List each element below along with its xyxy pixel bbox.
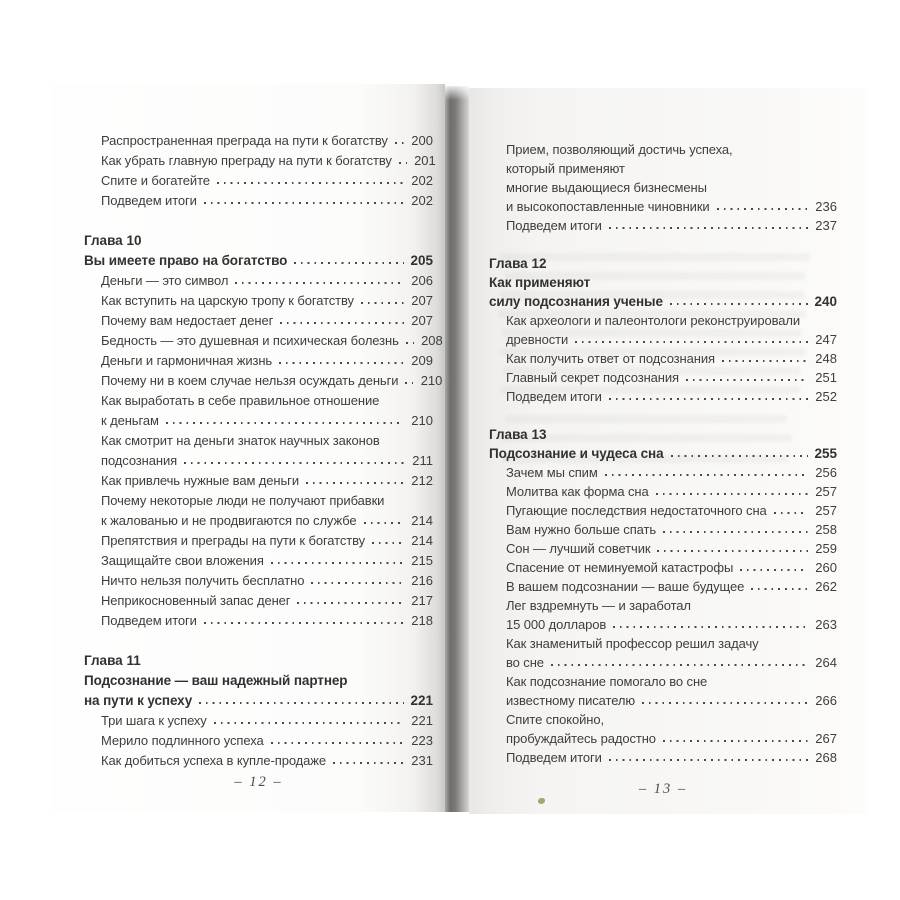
toc-line (101, 611, 433, 631)
toc-section (489, 425, 837, 767)
page-number: 214 (411, 513, 433, 528)
entry-text: Вам нужно больше спать (506, 522, 657, 537)
entries-group (489, 311, 837, 406)
toc-line (84, 691, 433, 711)
toc-line (506, 482, 837, 501)
toc-line (101, 511, 433, 531)
page-number: 202 (411, 193, 433, 208)
toc-entry (101, 131, 433, 151)
leader-dots (613, 626, 808, 628)
toc-entry (506, 387, 837, 406)
entry-text: силу подсознания ученые (489, 294, 663, 309)
page-number: 237 (815, 218, 837, 233)
page-number: 202 (411, 173, 433, 188)
toc-line (84, 251, 433, 271)
leader-dots (364, 522, 404, 524)
toc-line (506, 729, 837, 748)
entry-text: Почему ни в коем случае нельзя осуждать деньги (101, 373, 399, 388)
entry-text: Молитва как форма сна (506, 484, 649, 499)
toc-line (101, 331, 443, 351)
entry-text: Спите спокойно, (506, 712, 604, 727)
toc-entry (101, 711, 433, 731)
toc-line (506, 748, 837, 767)
toc-line (489, 273, 837, 292)
toc-line (506, 311, 837, 330)
leader-dots (671, 455, 809, 457)
toc-entry (506, 672, 837, 710)
toc-entry (506, 539, 837, 558)
toc-line (84, 671, 433, 691)
toc-entry (101, 751, 433, 771)
leader-dots (670, 303, 808, 305)
entry-text: Бедность — это душевная и психическая болезнь (101, 333, 399, 348)
leader-dots (722, 360, 808, 362)
toc-column-left (84, 131, 443, 771)
leader-dots (372, 542, 404, 544)
toc-line (506, 653, 837, 672)
leader-dots (306, 482, 404, 484)
toc-line (101, 451, 433, 471)
leader-dots (166, 422, 404, 424)
toc-entry (101, 271, 433, 291)
toc-line (506, 463, 837, 482)
toc-entry (101, 391, 433, 431)
page-number: 210 (420, 373, 443, 388)
toc-line (101, 751, 433, 771)
entry-text: пробуждайтесь радостно (506, 731, 656, 746)
page-number: 267 (815, 731, 837, 746)
entry-text: Распространенная преграда на пути к богатству (101, 133, 388, 148)
toc-line (101, 531, 433, 551)
toc-line (506, 672, 837, 691)
toc-line (101, 271, 433, 291)
page-number: 268 (815, 750, 837, 765)
page-number: 221 (410, 693, 433, 708)
entry-text: Как привлечь нужные вам деньги (101, 473, 299, 488)
leader-dots (575, 341, 808, 343)
leader-dots (333, 762, 404, 764)
entry-text: Лег вздремнуть — и заработал (506, 598, 691, 613)
toc-line (506, 539, 837, 558)
page-number: 214 (411, 533, 433, 548)
entry-text: Подведем итоги (101, 193, 197, 208)
entry-text: к жалованью и не продвигаются по службе (101, 513, 357, 528)
toc-line (506, 615, 837, 634)
entry-text: Спасение от неминуемой катастрофы (506, 560, 734, 575)
toc-entry (101, 151, 436, 171)
chapter-label: Глава 10 (84, 233, 142, 248)
toc-entry (506, 634, 837, 672)
toc-line (489, 444, 837, 463)
page-number: 207 (411, 313, 433, 328)
toc-section (489, 254, 837, 406)
toc-entry (101, 611, 433, 631)
leader-dots (551, 664, 808, 666)
entry-text: Мерило подлинного успеха (101, 733, 264, 748)
page-number: 205 (410, 253, 433, 268)
toc-entry (506, 349, 837, 368)
entries-group (489, 463, 837, 767)
entry-text: Подведем итоги (506, 750, 602, 765)
toc-entry (506, 501, 837, 520)
toc-entry (101, 551, 433, 571)
toc-entry (506, 368, 837, 387)
leader-dots (271, 742, 404, 744)
toc-entry (506, 748, 837, 767)
toc-line (506, 178, 837, 197)
entry-text: Как смотрит на деньги знаток научных законов (101, 433, 380, 448)
page-number: 218 (411, 613, 433, 628)
leader-dots (204, 202, 404, 204)
toc-line (101, 151, 436, 171)
leader-dots (609, 398, 808, 400)
toc-line (506, 368, 837, 387)
chapter-title (489, 273, 837, 311)
toc-entry (506, 520, 837, 539)
leader-dots (609, 227, 808, 229)
leader-dots (279, 362, 404, 364)
entry-text: Прием, позволяющий достичь успеха, (506, 142, 733, 157)
toc-line (101, 131, 433, 151)
entry-text: который применяют (506, 161, 625, 176)
toc-line (101, 731, 433, 751)
entry-text: Ничто нельзя получить бесплатно (101, 573, 305, 588)
toc-entry (101, 491, 433, 531)
page-number: 264 (815, 655, 837, 670)
entry-text: Деньги и гармоничная жизнь (101, 353, 273, 368)
toc-line (506, 710, 837, 729)
leader-dots (294, 262, 404, 264)
leader-dots (235, 282, 404, 284)
entry-text: Подсознание и чудеса сна (489, 446, 664, 461)
toc-section (489, 140, 837, 235)
leader-dots (280, 322, 404, 324)
leader-dots (399, 162, 407, 164)
page-number: 262 (815, 579, 837, 594)
leader-dots (271, 562, 404, 564)
leader-dots (686, 379, 808, 381)
leader-dots (663, 531, 808, 533)
toc-line (101, 291, 433, 311)
toc-line (506, 216, 837, 235)
leader-dots (406, 342, 414, 344)
chapter-title (84, 671, 433, 711)
page-number: 255 (814, 446, 837, 461)
toc-entry (506, 463, 837, 482)
toc-entry (506, 558, 837, 577)
page-number: 248 (815, 351, 837, 366)
toc-line (506, 330, 837, 349)
toc-line (101, 311, 433, 331)
entry-text: Как убрать главную преграду на пути к богатству (101, 153, 392, 168)
toc-entry (101, 331, 443, 351)
leader-dots (605, 474, 808, 476)
leader-dots (311, 582, 404, 584)
entries-group (489, 140, 837, 235)
entry-text: Как подсознание помогало во сне (506, 674, 708, 689)
toc-section (84, 231, 443, 631)
chapter-title (84, 251, 433, 271)
toc-entry (506, 311, 837, 349)
leader-dots (657, 550, 808, 552)
chapter-label: Глава 11 (84, 653, 141, 668)
toc-line (506, 349, 837, 368)
leader-dots (217, 182, 404, 184)
entries-group (84, 711, 433, 771)
entry-text: Главный секрет подсознания (506, 370, 679, 385)
page-number: 217 (411, 593, 433, 608)
page-number: 211 (412, 453, 433, 468)
toc-entry (101, 311, 433, 331)
toc-line (101, 711, 433, 731)
page-number: 223 (411, 733, 433, 748)
page-number: 201 (414, 153, 436, 168)
toc-line (101, 471, 433, 491)
toc-line (506, 387, 837, 406)
page-number: 251 (815, 370, 837, 385)
toc-line (506, 691, 837, 710)
toc-entry (101, 591, 433, 611)
page-number: 210 (411, 413, 433, 428)
toc-line (101, 171, 433, 191)
entry-text: Неприкосновенный запас денег (101, 593, 291, 608)
page-number: 200 (411, 133, 433, 148)
page-number: 258 (815, 522, 837, 537)
leader-dots (395, 142, 404, 144)
leader-dots (740, 569, 808, 571)
entries-group (84, 131, 436, 211)
entry-text: Как получить ответ от подсознания (506, 351, 715, 366)
leader-dots (214, 722, 404, 724)
entry-text: Как археологи и палеонтологи реконструировали (506, 313, 801, 328)
page-number: 236 (815, 199, 837, 214)
page-number: 208 (421, 333, 443, 348)
page-number: 209 (411, 353, 433, 368)
toc-line (506, 558, 837, 577)
page-number: 240 (814, 294, 837, 309)
toc-entry (506, 596, 837, 634)
toc-entry (101, 471, 433, 491)
entries-group (84, 271, 443, 631)
entry-text: Подведем итоги (506, 218, 602, 233)
entry-text: Как знаменитый профессор решил задачу (506, 636, 759, 651)
toc-line (506, 197, 837, 216)
page-number: 256 (815, 465, 837, 480)
toc-line (506, 140, 837, 159)
leader-dots (297, 602, 404, 604)
page-number: 263 (815, 617, 837, 632)
leader-dots (361, 302, 404, 304)
page-number: 257 (815, 503, 837, 518)
toc-entry (506, 216, 837, 235)
toc-entry (101, 291, 433, 311)
entry-text: Вы имеете право на богатство (84, 253, 288, 268)
entry-text: Как выработать в себе правильное отношение (101, 393, 380, 408)
page-number: 212 (411, 473, 433, 488)
entry-text: к деньгам (101, 413, 159, 428)
toc-line (506, 520, 837, 539)
entry-text: В вашем подсознании — ваше будущее (506, 579, 745, 594)
toc-line (101, 591, 433, 611)
toc-entry (101, 171, 433, 191)
toc-entry (101, 731, 433, 751)
toc-entry (506, 710, 837, 748)
toc-line (101, 351, 433, 371)
entry-text: Подведем итоги (101, 613, 197, 628)
page-number: 206 (411, 273, 433, 288)
entry-text: Сон — лучший советчик (506, 541, 651, 556)
toc-line (101, 431, 433, 451)
chapter-label: Глава 13 (489, 427, 547, 442)
toc-line (506, 596, 837, 615)
toc-section (84, 131, 436, 211)
page-number: 207 (411, 293, 433, 308)
entry-text: Как применяют (489, 275, 591, 290)
toc-entry (506, 482, 837, 501)
toc-line (506, 634, 837, 653)
entry-text: Почему вам недостает денег (101, 313, 274, 328)
entry-text: Почему некоторые люди не получают прибавки (101, 493, 385, 508)
toc-entry (506, 577, 837, 596)
toc-entry (101, 431, 433, 471)
page-number: 266 (815, 693, 837, 708)
toc-entry (101, 531, 433, 551)
entry-text: Зачем мы спим (506, 465, 598, 480)
leader-dots (204, 622, 404, 624)
entry-text: многие выдающиеся бизнесмены (506, 180, 707, 195)
leader-dots (774, 512, 808, 514)
leader-dots (405, 382, 413, 384)
entry-text: Подсознание — ваш надежный партнер (84, 673, 348, 688)
page-number: 259 (815, 541, 837, 556)
entry-text: Пугающие последствия недостаточного сна (506, 503, 767, 518)
entry-text: Как добиться успеха в купле-продаже (101, 753, 327, 768)
entry-text: известному писателю (506, 693, 636, 708)
toc-line (101, 551, 433, 571)
leader-dots (642, 702, 808, 704)
toc-line (101, 571, 433, 591)
leader-dots (609, 759, 808, 761)
page-number: 221 (411, 713, 433, 728)
toc-line (101, 491, 433, 511)
entry-text: 15 000 долларов (506, 617, 607, 632)
leader-dots (751, 588, 808, 590)
leader-dots (184, 462, 404, 464)
toc-line (101, 371, 443, 391)
folio-right: – 13 – (638, 781, 688, 797)
entry-text: на пути к успеху (84, 693, 193, 708)
entry-text: древности (506, 332, 569, 347)
book-spine (445, 86, 469, 812)
toc-section (84, 651, 433, 771)
chapter-label: Глава 12 (489, 256, 547, 271)
entry-text: и высокопоставленные чиновники (506, 199, 710, 214)
entry-text: Защищайте свои вложения (101, 553, 264, 568)
toc-entry (101, 191, 433, 211)
page-number: 247 (815, 332, 837, 347)
page-number: 260 (815, 560, 837, 575)
leader-dots (199, 702, 404, 704)
toc-line (506, 577, 837, 596)
toc-line (101, 191, 433, 211)
leader-dots (663, 740, 808, 742)
page-number: 257 (815, 484, 837, 499)
folio-left: – 12 – (234, 774, 283, 790)
entry-text: подсознания (101, 453, 178, 468)
leader-dots (717, 208, 808, 210)
toc-entry (101, 351, 433, 371)
toc-line (101, 391, 433, 411)
entry-text: Деньги — это символ (101, 273, 229, 288)
entry-text: Препятствия и преграды на пути к богатству (101, 533, 366, 548)
toc-line (506, 501, 837, 520)
entry-text: Как вступить на царскую тропу к богатству (101, 293, 354, 308)
leader-dots (656, 493, 808, 495)
page-number: 252 (815, 389, 837, 404)
toc-entry (101, 571, 433, 591)
entry-text: во сне (506, 655, 544, 670)
page-number: 215 (411, 553, 433, 568)
chapter-title (489, 444, 837, 463)
toc-column-right (489, 140, 837, 767)
page-number: 231 (411, 753, 433, 768)
toc-entry (506, 140, 837, 216)
toc-line (489, 292, 837, 311)
entry-text: Спите и богатейте (101, 173, 210, 188)
toc-entry (101, 371, 443, 391)
toc-line (101, 411, 433, 431)
toc-line (506, 159, 837, 178)
page-number: 216 (411, 573, 433, 588)
entry-text: Три шага к успеху (101, 713, 207, 728)
entry-text: Подведем итоги (506, 389, 602, 404)
